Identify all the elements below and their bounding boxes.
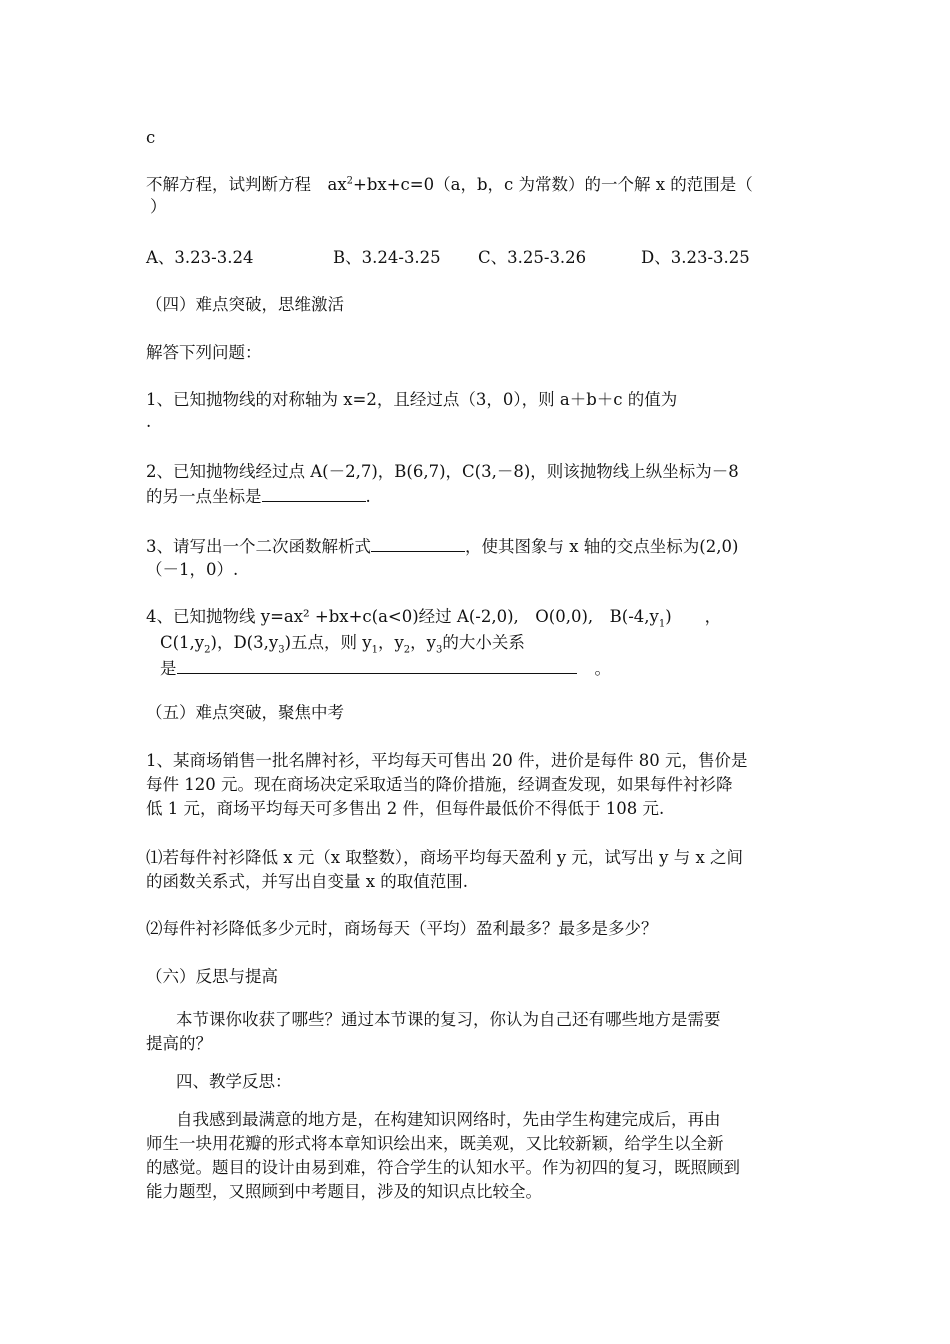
section6-heading: （六）反思与提高 [146, 967, 278, 986]
q3-text-2: ，使其图象与 x 轴的交点坐标为(2,0) [465, 537, 739, 556]
choice-d: D、3.23-3.25 [641, 248, 750, 267]
choice-a: A、3.23-3.24 [146, 248, 254, 267]
q2-period: . [365, 487, 371, 506]
s5-p1-line3: 低 1 元，商场平均每天可多售出 2 件，但每件最低价不得低于 108 元. [146, 799, 665, 818]
reflection-heading: 四、教学反思： [176, 1072, 292, 1091]
q4-line3 [160, 657, 611, 680]
q1-end: . [146, 412, 152, 431]
s5-sub2: ⑵每件衬衫降低多少元时，商场每天（平均）盈利最多？最多是多少？ [146, 919, 658, 938]
q4-period: 。 [594, 659, 611, 678]
q4-c: C(1,y [160, 633, 205, 652]
section5-heading: （五）难点突破，聚焦中考 [146, 703, 344, 722]
question-close-paren: ） [150, 197, 167, 216]
q4-y2: ，y [377, 633, 404, 652]
section4-prompt: 解答下列问题： [146, 343, 262, 362]
q4-sub-3: 3 [435, 644, 443, 656]
q1-text: 1、已知抛物线的对称轴为 x=2，且经过点（3，0），则 a＋b＋c 的值为 [146, 390, 678, 409]
q2-line1: 2、已知抛物线经过点 A(－2,7)，B(6,7)，C(3,－8)，则该抛物线上纵坐标为－8 [146, 462, 739, 481]
q4-relation: 的大小关系 [442, 633, 525, 652]
intro-text-2: +bx+c=0（a，b，c 为常数）的一个解 x 的范围是（ [353, 175, 753, 194]
reflection-line3: 的感觉。题目的设计由易到难，符合学生的认知水平。作为初四的复习，既照顾到 [146, 1158, 740, 1177]
section4-heading: （四）难点突破，思维激活 [146, 295, 344, 314]
top-letter: c [146, 128, 156, 147]
q4-line1 [146, 606, 721, 628]
q4-sub-1: 1 [371, 644, 378, 656]
q2-answer-blank[interactable] [262, 485, 366, 502]
q4-y: )五点，则 y [284, 633, 372, 652]
question-intro [146, 174, 753, 196]
q4-sub-c: 2 [204, 644, 211, 656]
q3-line1 [146, 535, 738, 558]
choice-b: B、3.24-3.25 [333, 248, 441, 267]
q4-d: )，D(3,y [210, 633, 279, 652]
q2-line2 [146, 485, 371, 508]
q4-sub-d: 3 [278, 644, 285, 656]
q4-y3: ，y [410, 633, 436, 652]
s5-p1-line2: 每件 120 元。现在商场决定采取适当的降价措施，经调查发现，如果每件衬衫降 [146, 775, 733, 794]
q4-sub-2: 2 [403, 644, 411, 656]
q4-shi: 是 [160, 659, 177, 678]
reflection-line2: 师生一块用花瓣的形式将本章知识绘出来，既美观，又比较新颖，给学生以全新 [146, 1134, 724, 1153]
superscript-2: 2 [346, 175, 354, 187]
q4-answer-blank[interactable] [177, 657, 577, 674]
reflection-line4: 能力题型，又照顾到中考题目，涉及的知识点比较全。 [146, 1182, 542, 1201]
q3-text-1: 3、请写出一个二次函数解析式 [146, 537, 371, 556]
q2-text: 的另一点坐标是 [146, 487, 262, 506]
s6-line1: 本节课你收获了哪些？通过本节课的复习，你认为自己还有哪些地方是需要 [176, 1010, 721, 1029]
q4-sub-b: 1 [658, 618, 666, 630]
s5-sub1-line2: 的函数关系式，并写出自变量 x 的取值范围. [146, 872, 469, 891]
q4-text-1: 4、已知抛物线 y=ax² +bx+c(a<0)经过 A(-2,0), O(0,0), B(-4,y [146, 607, 659, 626]
q4-line2 [160, 632, 525, 654]
q4-text-1-tail: ) ， [665, 607, 722, 626]
reflection-line1: 自我感到最满意的地方是，在构建知识网络时，先由学生构建完成后，再由 [176, 1110, 721, 1129]
q3-line2: （－1，0）. [146, 560, 239, 579]
intro-text-1: 不解方程，试判断方程 ax [146, 175, 347, 194]
q3-answer-blank[interactable] [371, 535, 465, 552]
choice-c: C、3.25-3.26 [478, 248, 587, 267]
s6-line2: 提高的？ [146, 1034, 212, 1053]
s5-p1-line1: 1、某商场销售一批名牌衬衫，平均每天可售出 20 件，进价是每件 80 元，售价是 [146, 751, 748, 770]
s5-sub1-line1: ⑴若每件衬衫降低 x 元（x 取整数），商场平均每天盈利 y 元，试写出 y 与 x 之间 [146, 848, 744, 867]
